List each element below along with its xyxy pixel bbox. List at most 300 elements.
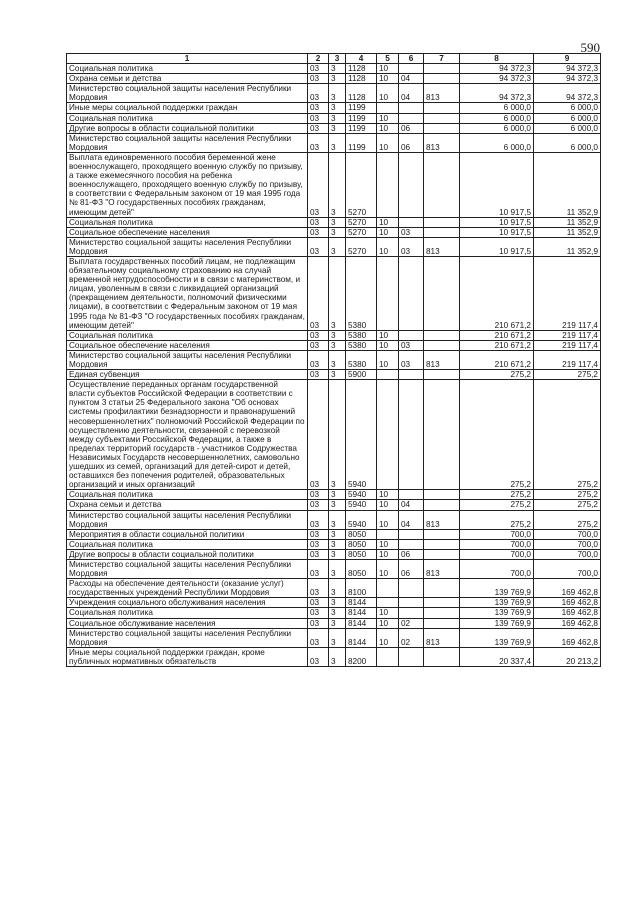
row-code-3: 3: [329, 103, 346, 113]
table-row: [67, 227, 601, 237]
row-label: Социальная политика: [67, 490, 308, 500]
table-row: [67, 539, 601, 549]
row-expense-type: [424, 123, 460, 133]
row-amount-year1: 700,0: [460, 549, 534, 559]
row-expense-type: [424, 74, 460, 84]
row-label: Выплата единовременного пособия беременной жене военнослужащего, проходящего военную службу по призыву, а также ежемесячного пособия на ребенка военнослужащего, проходящего военную службу по призыву, в соответствии с Федеральным законом от 19 мая 1995 года № 81-ФЗ "О государственных пособиях гражданам, имеющим детей": [67, 152, 308, 217]
header-cell: 7: [424, 54, 460, 64]
row-subsection: [399, 217, 424, 227]
row-label: Министерство социальной защиты населения Республики Мордовия: [67, 628, 308, 647]
header-cell: 6: [399, 54, 424, 64]
row-section: 10: [377, 340, 399, 350]
row-label: Социальное обеспечение населения: [67, 340, 308, 350]
row-expense-type: [424, 618, 460, 628]
row-article: 5940: [346, 380, 377, 490]
row-subsection: [399, 539, 424, 549]
row-code-3: 3: [329, 549, 346, 559]
row-article: 8200: [346, 647, 377, 666]
row-code-3: 3: [329, 559, 346, 578]
row-section: 10: [377, 74, 399, 84]
row-code-2: 03: [308, 123, 329, 133]
row-subsection: 04: [399, 500, 424, 510]
row-subsection: 06: [399, 123, 424, 133]
row-code-3: 3: [329, 84, 346, 103]
row-article: 8050: [346, 549, 377, 559]
row-code-3: 3: [329, 579, 346, 598]
header-cell: 1: [67, 54, 308, 64]
row-code-3: 3: [329, 529, 346, 539]
row-code-2: 03: [308, 256, 329, 330]
table-row: [67, 647, 601, 666]
row-label: Мероприятия в области социальной политики: [67, 529, 308, 539]
row-section: 10: [377, 490, 399, 500]
row-code-2: 03: [308, 227, 329, 237]
row-section: 10: [377, 618, 399, 628]
row-section: 10: [377, 64, 399, 74]
row-article: 5940: [346, 510, 377, 529]
row-article: 8050: [346, 559, 377, 578]
row-code-2: 03: [308, 113, 329, 123]
row-amount-year2: 6 000,0: [534, 103, 601, 113]
row-code-2: 03: [308, 529, 329, 539]
row-code-3: 3: [329, 256, 346, 330]
row-amount-year1: 6 000,0: [460, 123, 534, 133]
row-label: Министерство социальной защиты населения Республики Мордовия: [67, 510, 308, 529]
row-amount-year1: 210 671,2: [460, 350, 534, 369]
row-code-2: 03: [308, 330, 329, 340]
row-article: 5380: [346, 340, 377, 350]
row-amount-year2: 275,2: [534, 490, 601, 500]
row-section: 10: [377, 628, 399, 647]
row-code-2: 03: [308, 64, 329, 74]
row-amount-year2: 6 000,0: [534, 133, 601, 152]
row-article: 5380: [346, 330, 377, 340]
row-amount-year1: 10 917,5: [460, 217, 534, 227]
table-row: [67, 330, 601, 340]
row-amount-year1: 210 671,2: [460, 340, 534, 350]
row-section: 10: [377, 510, 399, 529]
row-subsection: [399, 113, 424, 123]
row-article: 8144: [346, 608, 377, 618]
row-code-2: 03: [308, 579, 329, 598]
table-row: [67, 500, 601, 510]
row-code-3: 3: [329, 608, 346, 618]
row-amount-year1: 139 769,9: [460, 598, 534, 608]
row-article: 8144: [346, 598, 377, 608]
row-label: Иные меры социальной поддержки граждан: [67, 103, 308, 113]
row-label: Социальная политика: [67, 330, 308, 340]
row-subsection: [399, 529, 424, 539]
row-expense-type: [424, 227, 460, 237]
row-article: 1199: [346, 133, 377, 152]
row-amount-year2: 20 213,2: [534, 647, 601, 666]
row-expense-type: [424, 152, 460, 217]
row-code-3: 3: [329, 64, 346, 74]
row-article: 8050: [346, 529, 377, 539]
row-code-3: 3: [329, 490, 346, 500]
row-amount-year1: 6 000,0: [460, 133, 534, 152]
row-code-2: 03: [308, 380, 329, 490]
row-expense-type: [424, 64, 460, 74]
row-code-3: 3: [329, 598, 346, 608]
row-code-2: 03: [308, 618, 329, 628]
row-section: 10: [377, 123, 399, 133]
row-section: 10: [377, 217, 399, 227]
row-code-2: 03: [308, 84, 329, 103]
row-subsection: [399, 152, 424, 217]
row-amount-year1: 275,2: [460, 370, 534, 380]
row-code-3: 3: [329, 74, 346, 84]
row-section: 10: [377, 84, 399, 103]
row-subsection: 06: [399, 133, 424, 152]
row-expense-type: [424, 103, 460, 113]
row-subsection: [399, 380, 424, 490]
row-label: Другие вопросы в области социальной политики: [67, 549, 308, 559]
row-code-2: 03: [308, 628, 329, 647]
row-code-2: 03: [308, 539, 329, 549]
row-code-2: 03: [308, 598, 329, 608]
row-code-2: 03: [308, 370, 329, 380]
header-cell: 3: [329, 54, 346, 64]
header-cell: 2: [308, 54, 329, 64]
row-section: [377, 370, 399, 380]
row-amount-year2: 700,0: [534, 529, 601, 539]
table-row: [67, 490, 601, 500]
row-article: 5270: [346, 227, 377, 237]
row-amount-year1: 94 372,3: [460, 84, 534, 103]
row-code-2: 03: [308, 559, 329, 578]
table-row: [67, 103, 601, 113]
row-subsection: 02: [399, 618, 424, 628]
row-article: 1128: [346, 64, 377, 74]
row-amount-year1: 139 769,9: [460, 628, 534, 647]
table-row: [67, 256, 601, 330]
table-row: [67, 608, 601, 618]
row-subsection: [399, 103, 424, 113]
row-amount-year2: 11 352,9: [534, 237, 601, 256]
row-article: 1128: [346, 84, 377, 103]
row-code-3: 3: [329, 628, 346, 647]
row-code-3: 3: [329, 217, 346, 227]
row-label: Охрана семьи и детства: [67, 74, 308, 84]
row-expense-type: [424, 330, 460, 340]
row-amount-year1: 275,2: [460, 510, 534, 529]
row-expense-type: 813: [424, 559, 460, 578]
row-subsection: [399, 64, 424, 74]
row-amount-year2: 169 462,8: [534, 618, 601, 628]
row-section: [377, 579, 399, 598]
table-row: [67, 123, 601, 133]
table-row: [67, 380, 601, 490]
table-row: [67, 510, 601, 529]
row-code-3: 3: [329, 500, 346, 510]
row-section: 10: [377, 539, 399, 549]
row-amount-year2: 94 372,3: [534, 64, 601, 74]
budget-table: [66, 53, 601, 667]
row-article: 8050: [346, 539, 377, 549]
row-expense-type: [424, 340, 460, 350]
row-amount-year1: 10 917,5: [460, 227, 534, 237]
row-code-3: 3: [329, 330, 346, 340]
row-amount-year2: 11 352,9: [534, 227, 601, 237]
row-code-2: 03: [308, 500, 329, 510]
table-body: [67, 64, 601, 667]
row-code-2: 03: [308, 133, 329, 152]
row-code-3: 3: [329, 227, 346, 237]
row-label: Осуществление переданных органам государственной власти субъектов Российской Федерации в соответствии с пунктом 3 статьи 25 Федерального закона "Об основах системы профилактики безнадзорности и правонарушений несовершеннолетних" полномочий Российской Федерации по осуществлению деятельности, связанной с перевозкой между субъектами Российской Федерации, а также в пределах территорий государств - участников Содружества Независимых Государств несовершеннолетних, самовольно ушедших из семей, организаций для детей-сирот и детей, оставшихся без попечения родителей, образовательных организаций и иных организаций: [67, 380, 308, 490]
row-amount-year1: 139 769,9: [460, 579, 534, 598]
row-code-3: 3: [329, 123, 346, 133]
row-amount-year2: 11 352,9: [534, 152, 601, 217]
row-label: Министерство социальной защиты населения Республики Мордовия: [67, 559, 308, 578]
row-amount-year1: 700,0: [460, 539, 534, 549]
row-amount-year2: 275,2: [534, 510, 601, 529]
row-article: 8144: [346, 618, 377, 628]
row-label: Социальная политика: [67, 64, 308, 74]
row-expense-type: 813: [424, 510, 460, 529]
row-code-2: 03: [308, 340, 329, 350]
row-subsection: 06: [399, 549, 424, 559]
row-section: [377, 598, 399, 608]
row-amount-year1: 10 917,5: [460, 152, 534, 217]
row-expense-type: [424, 217, 460, 227]
row-label: Социальная политика: [67, 217, 308, 227]
row-subsection: 03: [399, 340, 424, 350]
row-code-3: 3: [329, 133, 346, 152]
row-label: Социальная политика: [67, 539, 308, 549]
page-number: 590: [580, 40, 600, 55]
table-row: [67, 598, 601, 608]
row-amount-year1: 139 769,9: [460, 608, 534, 618]
row-expense-type: [424, 608, 460, 618]
row-amount-year2: 219 117,4: [534, 340, 601, 350]
row-expense-type: 813: [424, 350, 460, 369]
row-label: Министерство социальной защиты населения Республики Мордовия: [67, 133, 308, 152]
row-article: 5940: [346, 500, 377, 510]
row-section: [377, 380, 399, 490]
row-code-2: 03: [308, 510, 329, 529]
row-article: 1199: [346, 123, 377, 133]
row-expense-type: 813: [424, 237, 460, 256]
table-row: [67, 529, 601, 539]
row-section: [377, 103, 399, 113]
row-article: 1128: [346, 74, 377, 84]
row-subsection: [399, 256, 424, 330]
row-amount-year1: 275,2: [460, 500, 534, 510]
row-code-3: 3: [329, 539, 346, 549]
row-expense-type: [424, 647, 460, 666]
row-code-3: 3: [329, 647, 346, 666]
row-code-3: 3: [329, 350, 346, 369]
row-amount-year2: 275,2: [534, 500, 601, 510]
table-row: [67, 340, 601, 350]
row-section: 10: [377, 133, 399, 152]
row-article: 5270: [346, 152, 377, 217]
row-expense-type: 813: [424, 84, 460, 103]
row-amount-year2: 169 462,8: [534, 608, 601, 618]
row-amount-year2: 700,0: [534, 559, 601, 578]
row-code-3: 3: [329, 618, 346, 628]
row-amount-year2: 11 352,9: [534, 217, 601, 227]
row-section: 10: [377, 113, 399, 123]
table-row: [67, 370, 601, 380]
table-row: [67, 628, 601, 647]
table-row: [67, 618, 601, 628]
row-article: 5270: [346, 217, 377, 227]
row-code-2: 03: [308, 608, 329, 618]
row-code-2: 03: [308, 490, 329, 500]
row-amount-year2: 94 372,3: [534, 84, 601, 103]
row-amount-year2: 6 000,0: [534, 123, 601, 133]
row-subsection: 04: [399, 510, 424, 529]
row-expense-type: [424, 529, 460, 539]
row-code-3: 3: [329, 380, 346, 490]
row-article: 5380: [346, 350, 377, 369]
row-section: [377, 256, 399, 330]
row-expense-type: [424, 500, 460, 510]
row-section: [377, 152, 399, 217]
row-amount-year2: 275,2: [534, 370, 601, 380]
row-amount-year1: 139 769,9: [460, 618, 534, 628]
header-cell: 5: [377, 54, 399, 64]
row-amount-year2: 169 462,8: [534, 598, 601, 608]
header-cell: 4: [346, 54, 377, 64]
row-amount-year2: 275,2: [534, 380, 601, 490]
row-code-3: 3: [329, 113, 346, 123]
row-subsection: 06: [399, 559, 424, 578]
row-amount-year1: 94 372,3: [460, 64, 534, 74]
row-amount-year1: 6 000,0: [460, 113, 534, 123]
row-article: 8144: [346, 628, 377, 647]
row-label: Охрана семьи и детства: [67, 500, 308, 510]
row-label: Министерство социальной защиты населения Республики Мордовия: [67, 237, 308, 256]
row-code-3: 3: [329, 340, 346, 350]
table-row: [67, 217, 601, 227]
table-row: [67, 133, 601, 152]
row-section: [377, 647, 399, 666]
table-row: [67, 84, 601, 103]
row-section: 10: [377, 559, 399, 578]
row-amount-year1: 20 337,4: [460, 647, 534, 666]
row-section: 10: [377, 500, 399, 510]
row-code-2: 03: [308, 549, 329, 559]
row-subsection: 02: [399, 628, 424, 647]
row-label: Другие вопросы в области социальной политики: [67, 123, 308, 133]
table-row: [67, 549, 601, 559]
row-amount-year1: 210 671,2: [460, 330, 534, 340]
row-subsection: 03: [399, 237, 424, 256]
row-article: 1199: [346, 113, 377, 123]
row-subsection: [399, 598, 424, 608]
row-code-3: 3: [329, 510, 346, 529]
row-expense-type: [424, 370, 460, 380]
row-section: 10: [377, 350, 399, 369]
row-amount-year2: 219 117,4: [534, 350, 601, 369]
row-label: Социальная политика: [67, 113, 308, 123]
row-subsection: [399, 330, 424, 340]
row-expense-type: 813: [424, 133, 460, 152]
row-label: Социальное обслуживание населения: [67, 618, 308, 628]
row-amount-year1: 700,0: [460, 529, 534, 539]
row-code-2: 03: [308, 350, 329, 369]
table-row: [67, 113, 601, 123]
row-subsection: [399, 579, 424, 598]
row-label: Иные меры социальной поддержки граждан, кроме публичных нормативных обязательств: [67, 647, 308, 666]
row-label: Социальная политика: [67, 608, 308, 618]
row-subsection: 04: [399, 74, 424, 84]
row-amount-year2: 700,0: [534, 539, 601, 549]
table-row: [67, 559, 601, 578]
row-article: 5900: [346, 370, 377, 380]
row-expense-type: [424, 598, 460, 608]
row-code-2: 03: [308, 647, 329, 666]
row-subsection: [399, 370, 424, 380]
row-section: 10: [377, 237, 399, 256]
row-expense-type: [424, 579, 460, 598]
table-header-row: [67, 54, 601, 64]
table-row: [67, 152, 601, 217]
row-subsection: 03: [399, 350, 424, 369]
row-code-2: 03: [308, 237, 329, 256]
row-article: 8100: [346, 579, 377, 598]
row-expense-type: [424, 113, 460, 123]
row-section: [377, 529, 399, 539]
row-expense-type: [424, 539, 460, 549]
row-code-2: 03: [308, 74, 329, 84]
row-amount-year2: 94 372,3: [534, 74, 601, 84]
row-section: 10: [377, 330, 399, 340]
row-section: 10: [377, 608, 399, 618]
row-amount-year1: 6 000,0: [460, 103, 534, 113]
row-section: 10: [377, 549, 399, 559]
row-amount-year2: 169 462,8: [534, 579, 601, 598]
header-cell: 8: [460, 54, 534, 64]
row-code-2: 03: [308, 103, 329, 113]
row-code-2: 03: [308, 152, 329, 217]
header-cell: 9: [534, 54, 601, 64]
row-article: 5940: [346, 490, 377, 500]
row-expense-type: [424, 549, 460, 559]
row-amount-year2: 700,0: [534, 549, 601, 559]
row-subsection: [399, 647, 424, 666]
row-label: Учреждения социального обслуживания населения: [67, 598, 308, 608]
row-amount-year2: 6 000,0: [534, 113, 601, 123]
row-code-2: 03: [308, 217, 329, 227]
row-label: Выплата государственных пособий лицам, не подлежащим обязательному социальному страхованию на случай временной нетрудоспособности и в связи с материнством, и лицам, уволенным в связи с ликвидацией организаций (прекращением деятельности, полномочий физическими лицами), в соответствии с Федеральным законом от 19 мая 1995 года № 81-ФЗ "О государственных пособиях гражданам, имеющим детей": [67, 256, 308, 330]
row-subsection: [399, 490, 424, 500]
row-amount-year2: 219 117,4: [534, 330, 601, 340]
table-row: [67, 579, 601, 598]
row-label: Расходы на обеспечение деятельности (оказание услуг) государственных учреждений Республики Мордовия: [67, 579, 308, 598]
table-row: [67, 237, 601, 256]
table-row: [67, 350, 601, 369]
row-amount-year1: 94 372,3: [460, 74, 534, 84]
row-expense-type: [424, 256, 460, 330]
row-label: Социальное обеспечение населения: [67, 227, 308, 237]
table-row: [67, 64, 601, 74]
row-code-3: 3: [329, 237, 346, 256]
row-amount-year1: 275,2: [460, 380, 534, 490]
row-label: Министерство социальной защиты населения Республики Мордовия: [67, 350, 308, 369]
row-subsection: [399, 608, 424, 618]
row-expense-type: [424, 490, 460, 500]
row-label: Министерство социальной защиты населения Республики Мордовия: [67, 84, 308, 103]
row-amount-year1: 275,2: [460, 490, 534, 500]
row-section: 10: [377, 227, 399, 237]
row-expense-type: 813: [424, 628, 460, 647]
row-article: 1199: [346, 103, 377, 113]
table-row: [67, 74, 601, 84]
